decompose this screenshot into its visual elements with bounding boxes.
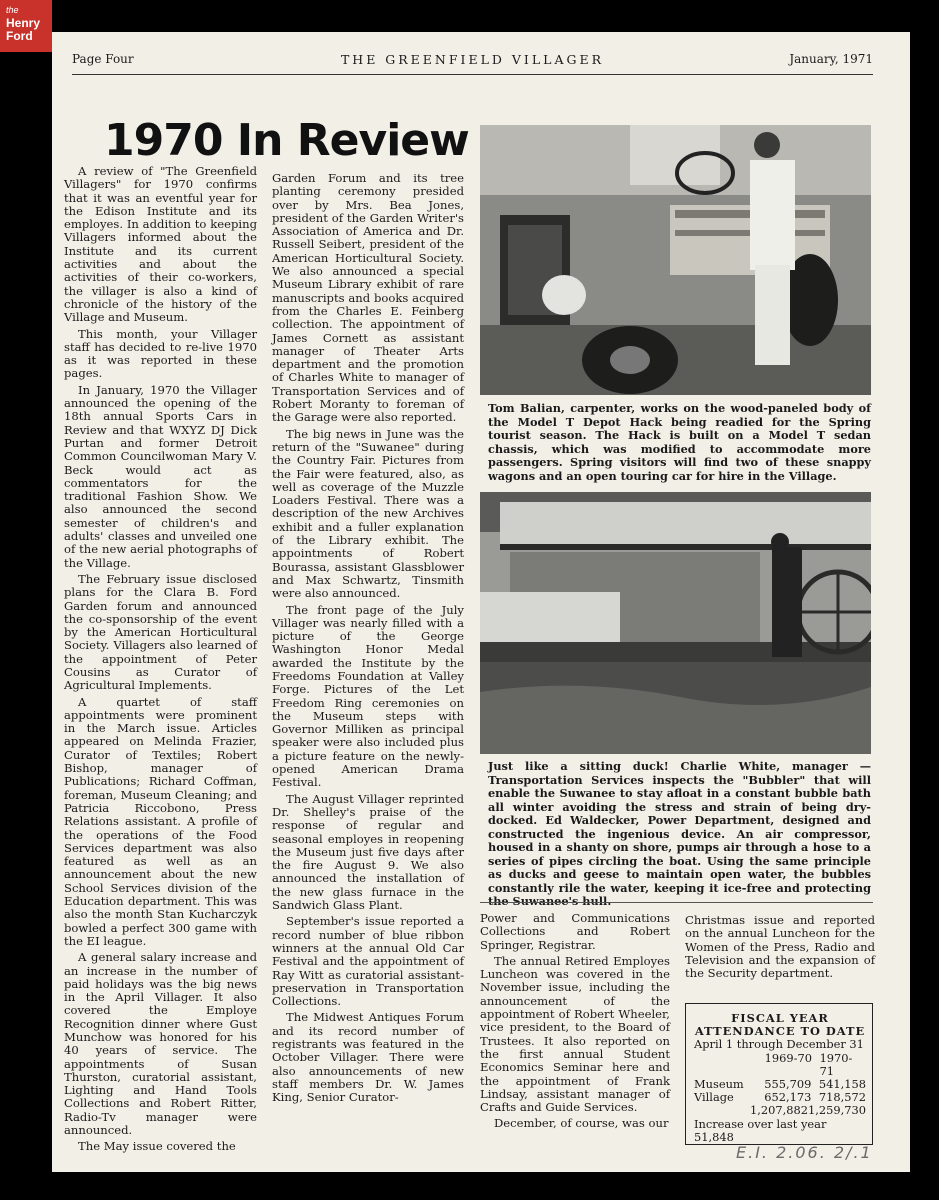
page-number: Page Four	[72, 52, 134, 66]
fiscal-year-1: 1969-70	[764, 1050, 812, 1065]
article-column-2	[272, 172, 464, 1107]
fiscal-total-row	[694, 1104, 866, 1117]
fiscal-year-2: 1970-71	[819, 1050, 853, 1078]
paragraph: December, of course, was our	[494, 1116, 669, 1131]
running-header	[72, 52, 873, 75]
fiscal-subtitle: ATTENDANCE TO DATE	[694, 1024, 866, 1039]
fiscal-row-value: 555,709	[764, 1077, 812, 1092]
fiscal-row-value: 652,173	[764, 1090, 812, 1105]
paragraph: The Midwest Antiques Forum and its record number of registrants was featured in the October Villager. There were also announcements of new staff members Dr. W. James King, Senior Curator-	[272, 1010, 464, 1105]
fiscal-title: FISCAL YEAR	[731, 1011, 829, 1025]
catalog-number-handwritten: E.I. 2.06. 2/.1	[736, 1143, 873, 1162]
paragraph: Christmas issue and reported on the annual Luncheon for the Women of the Press, Radio and Television and the expansion of the Security department.	[685, 913, 875, 981]
paragraph: A quartet of staff appointments were prominent in the March issue. Articles appeared on Melinda Frazier, Curator of Textiles; Robert Bishop, manager of Publications; Richard Coffman, foreman, Museum Cleaning; and Patricia Riccobono, Press Relations assistant. A profile of the operations of the Food Services department was also featured as well as an announcement about the new School Services division of the Education department. This was also the month Stan Kucharczyk bowled a perfect 300 game with the EI league.	[64, 694, 257, 948]
fiscal-range: April 1 through December 31	[694, 1037, 864, 1052]
fiscal-attendance-box	[685, 1003, 873, 1145]
article-column-3	[480, 912, 670, 1134]
paragraph: The May issue covered the	[78, 1139, 236, 1154]
paragraph: Garden Forum and its tree planting ceremony presided over by Mrs. Bea Jones, president of the Garden Writer's Association of America and Dr. Russell Seibert, president of the American Horticultural Society. We also announced a special Museum Library exhibit of rare manuscripts and books acquired from the Charles E. Feinberg collection. The appointment of James Cornett as assistant manager of Theater Arts department and the promotion of Charles White to manager of Transportation Services and of Robert Moranty to foreman of the Garage were also reported.	[272, 171, 464, 425]
paragraph: The big news in June was the return of the "Suwanee" during the Country Fair. Pictures from the Fair were featured, also, as well as coverage of the Muzzle Loaders Festival. There was a description of the new Archives exhibit and a fuller explanation of the Library exhibit. The appointments of Robert Bourassa, assistant Glassblower and Max Schwartz, Tinsmith were also announced.	[272, 426, 464, 601]
fiscal-row-value: 1,207,882	[750, 1103, 809, 1118]
fiscal-years-row	[694, 1052, 866, 1078]
paragraph: This month, your Villager staff has decided to re-live 1970 as it was reported in these pages.	[64, 326, 257, 381]
logo-line-3: Ford	[6, 29, 33, 43]
article-headline: 1970 In Review	[104, 115, 469, 166]
paragraph: The February issue disclosed plans for the Clara B. Ford Garden forum and announced the co-sponsorship of the event by the American Horticultural Society. Villagers also learned of the appointment of Peter Cousins as Curator of Agricultural Implements.	[64, 571, 257, 693]
fiscal-row-value: 718,572	[818, 1090, 866, 1105]
henry-ford-logo	[0, 0, 52, 52]
paragraph: The annual Retired Employes Luncheon was covered in the November issue, including the announcement of the appointment of Robert Wheeler, vice president, to the Board of Trustees. It also reported on the first annual Student Economics Seminar here and the appointment of Frank Lindsay, assistant manager of Crafts and Guide Services.	[480, 953, 670, 1115]
logo-line-1: the	[6, 5, 19, 15]
paragraph: The front page of the July Villager was nearly filled with a picture of the George Washington Honor Medal awarded the Institute by the Freedoms Foundation at Valley Forge. Pictures of the Let Freedom Ring ceremonies on the Museum steps with Governor Milliken as principal speaker were also included plus a picture feature on the newly-opened American Drama Festival.	[272, 602, 464, 790]
fiscal-row-label: Museum	[694, 1077, 744, 1092]
article-column-1	[64, 165, 257, 1157]
paragraph: September's issue reported a record number of blue ribbon winners at the annual Old Car Festival and the appointment of Ray Witt as curatorial assistant-preservation in Transportation Collections.	[272, 914, 464, 1009]
photo-model-t-depot-hack	[480, 125, 871, 395]
column-divider	[480, 902, 873, 903]
suwanee-photo-image	[480, 492, 871, 754]
photo-caption-1: Tom Balian, carpenter, works on the wood-paneled body of the Model T Depot Hack being readied for the Spring tourist season. The Hack is built on a Model T sedan chassis, which was modified to accommodate more passengers. Spring visitors will find two of these snappy wagons and an open touring car for hire in the Village.	[488, 401, 871, 483]
paragraph: Power and Communications Collections and Robert Springer, Registrar.	[480, 911, 670, 952]
paragraph: A general salary increase and an increase in the number of paid holidays was the big news in the April Villager. It also covered the Employe Recognition dinner where Gust Munchow was honored for his 40 years of service. The appointments of Susan Thurston, curatorial assistant, Lighting and Hand Tools Collections and Robert Ritter, Radio-Tv manager were announced.	[64, 950, 257, 1138]
logo-line-2: Henry	[6, 16, 41, 30]
fiscal-increase: Increase over last year 51,848	[694, 1116, 827, 1144]
photo-caption-2: Just like a sitting duck! Charlie White, manager — Transportation Services inspects the "Bubbler" that will enable the Suwanee to stay afloat in a constant bubble bath all winter avoiding the stress and strain of being dry-docked. Ed Waldecker, Power Department, designed and constructed the ingenious device. An air compressor, housed in a shanty on shore, pumps air through a hose to a series of pipes circling the boat. Using the same principle as ducks and geese to maintain open water, the bubbles constantly rile the water, keeping it ice-free and protecting the Suwanee's hull.	[488, 759, 871, 908]
fiscal-row-value: 1,259,730	[808, 1103, 866, 1118]
photo-suwanee-boat	[480, 492, 871, 754]
fiscal-row-value: 541,158	[818, 1077, 866, 1092]
paragraph: The August Villager reprinted Dr. Shelley's praise of the response of regular and seasonal employes in reopening the Museum just five days after the fire August 9. We also announced the installation of the new glass furnace in the Sandwich Glass Plant.	[272, 791, 464, 913]
issue-date: January, 1971	[789, 52, 873, 66]
paragraph: In January, 1970 the Villager announced the opening of the 18th annual Sports Cars in Review and that WXYZ DJ Dick Purtan and former Detroit Common Councilwoman Mary V. Beck would act as commentators for the traditional Fashion Show. We also announced the second semester of children's and adults' classes and unveiled one of the new aerial photographs of the Village.	[64, 382, 257, 570]
model-t-photo-image	[480, 125, 871, 395]
article-column-4	[685, 914, 875, 983]
fiscal-row-label	[694, 1104, 750, 1117]
publication-title: THE GREENFIELD VILLAGER	[340, 52, 605, 67]
paragraph: A review of "The Greenfield Villagers" for 1970 confirms that it was an eventful year for the Edison Institute and its employes. In addition to keeping Villagers informed about the Institute and its current activities and about the activities of their co-workers, the villager is also a kind of chronicle of the history of the Village and Museum.	[64, 164, 257, 325]
fiscal-row-label: Village	[694, 1090, 734, 1105]
